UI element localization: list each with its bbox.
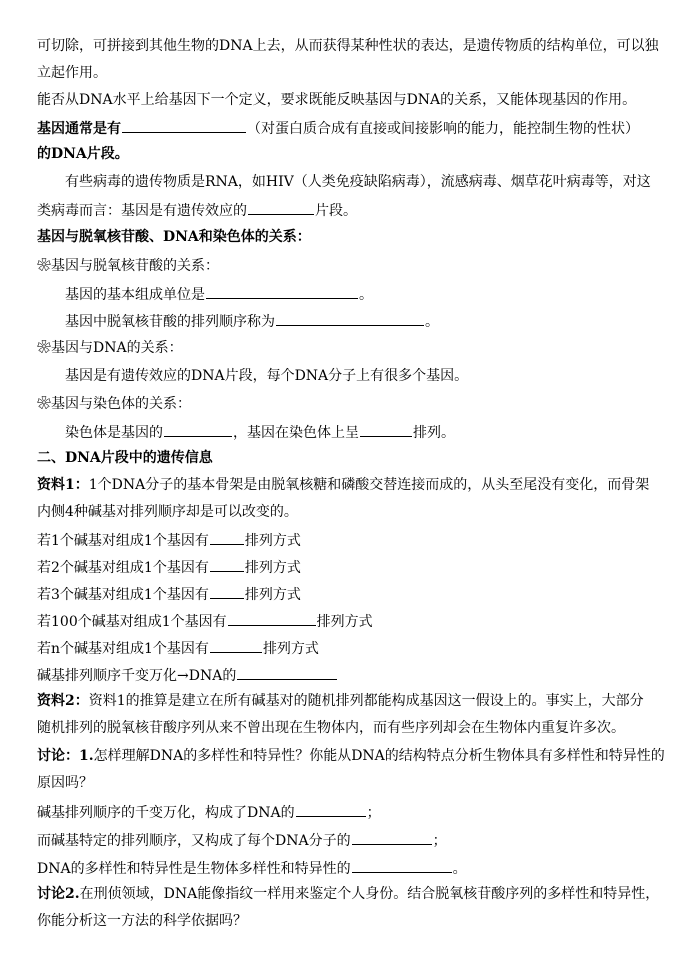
fill-blank[interactable] (122, 117, 246, 133)
fill-blank[interactable] (237, 664, 337, 680)
text: 而碱基特定的排列顺序，又构成了每个DNA分子的 (37, 833, 351, 849)
text: 基因的基本组成单位是 (65, 287, 205, 303)
gene-definition-line (37, 117, 639, 139)
fill-blank[interactable] (228, 610, 316, 626)
para-line: 你能分析这一方法的科学依据吗？ (37, 913, 247, 929)
text: 。 (452, 861, 467, 877)
question-line (37, 637, 319, 659)
section-heading: 二、DNA片段中的遗传信息 (37, 450, 213, 466)
para-line: 基因是有遗传效应的DNA片段，每个DNA分子上有很多个基因。 (65, 368, 469, 384)
text: 1个DNA分子的基本骨架是由脱氧核糖和磷酸交替连接而成的，从头至尾没有变化，而骨架 (88, 477, 650, 493)
fill-blank[interactable] (210, 583, 244, 599)
fill-blank[interactable] (210, 556, 244, 572)
text: 排列方式 (262, 641, 319, 657)
text: 排列方式 (316, 614, 373, 630)
text: 若1个碱基对组成1个基因有 (37, 533, 209, 549)
text: 排列方式 (244, 533, 301, 549)
question-line (65, 421, 455, 443)
text: 若2个碱基对组成1个基因有 (37, 560, 209, 576)
text: 基因中脱氧核苷酸的排列顺序称为 (65, 314, 275, 330)
sub-heading: ❀基因与DNA的关系： (37, 340, 183, 356)
fill-blank[interactable] (206, 283, 358, 299)
text: 若100个碱基对组成1个基因有 (37, 614, 227, 630)
fill-blank[interactable] (352, 829, 432, 845)
text: 资料1的推算是建立在所有碱基对的随机排列都能构成基因这一假设上的。事实上，大部分 (88, 693, 644, 709)
para-line: 的DNA片段。 (37, 146, 129, 162)
text: ； (432, 833, 447, 849)
fill-blank[interactable] (210, 529, 244, 545)
bold-text: 基因通常是有 (37, 121, 121, 137)
discussion-2-line (37, 884, 659, 904)
text: 染色体是基因的 (65, 425, 163, 441)
section-heading: 基因与脱氧核苷酸、DNA和染色体的关系： (37, 229, 311, 245)
text: 。 (359, 287, 373, 303)
text: ，基因在染色体上呈 (233, 425, 359, 441)
text: 碱基排列顺序千变万化→DNA的 (37, 668, 237, 684)
bold-text: 资料2： (37, 693, 89, 709)
question-line (37, 857, 467, 879)
text: DNA的多样性和特异性是生物体多样性和特异性的 (37, 861, 351, 877)
virus-gene-line (37, 199, 357, 221)
text: 排列方式 (244, 560, 301, 576)
question-line (37, 583, 301, 605)
para-line: 原因吗？ (37, 775, 93, 791)
sub-heading: ❀基因与脱氧核苷酸的关系： (37, 258, 219, 274)
material-2-line (37, 691, 644, 711)
question-line (65, 283, 373, 305)
text: 碱基排列顺序的千变万化，构成了DNA的 (37, 805, 295, 821)
bold-text: 讨论2. (37, 886, 80, 902)
text: 排列方式 (244, 587, 301, 603)
question-line (37, 529, 301, 551)
text: 若3个碱基对组成1个基因有 (37, 587, 209, 603)
fill-blank[interactable] (164, 421, 232, 437)
para-line: 内侧4种碱基对排列顺序却是可以改变的。 (37, 504, 298, 520)
material-1-line (37, 475, 649, 495)
question-line (37, 829, 447, 851)
text: 。 (425, 314, 439, 330)
question-line (37, 610, 373, 632)
question-line (37, 556, 301, 578)
text: 怎样理解DNA的多样性和特异性？你能从DNA的结构特点分析生物体具有多样性和特异性的 (93, 748, 665, 764)
fill-blank[interactable] (360, 421, 412, 437)
sub-heading: ❀基因与染色体的关系： (37, 396, 191, 412)
text: （对蛋白质合成有直接或间接影响的能力，能控制生物的性状） (247, 121, 639, 137)
text: 排列。 (413, 425, 455, 441)
fill-blank[interactable] (352, 857, 452, 873)
discussion-1-line (37, 746, 665, 766)
question-line (65, 310, 439, 332)
question-line (37, 801, 381, 823)
text: 片段。 (315, 203, 357, 219)
text: 在刑侦领域，DNA能像指纹一样用来鉴定个人身份。结合脱氧核苷酸序列的多样性和特异性， (79, 886, 660, 902)
fill-blank[interactable] (210, 637, 262, 653)
text: 若n个碱基对组成1个基因有 (37, 641, 209, 657)
question-line (37, 664, 338, 686)
text: ； (366, 805, 381, 821)
para-line: 能否从DNA水平上给基因下一个定义，要求既能反映基因与DNA的关系，又能体现基因的作用。 (37, 92, 637, 108)
fill-blank[interactable] (248, 199, 314, 215)
fill-blank[interactable] (296, 801, 366, 817)
para-line: 立起作用。 (37, 65, 107, 81)
para-line: 随机排列的脱氧核苷酸序列从来不曾出现在生物体内，而有些序列却会在生物体内重复许多次。 (37, 720, 625, 736)
para-line: 可切除，可拼接到其他生物的DNA上去，从而获得某种性状的表达，是遗传物质的结构单位，可以独 (37, 38, 659, 54)
para-line: 有些病毒的遗传物质是RNA，如HIV（人类免疫缺陷病毒），流感病毒、烟草花叶病毒等，对这 (65, 174, 651, 190)
text: 类病毒而言：基因是有遗传效应的 (37, 203, 247, 219)
fill-blank[interactable] (276, 310, 424, 326)
bold-text: 资料1： (37, 477, 89, 493)
bold-text: 讨论：1. (37, 748, 94, 764)
